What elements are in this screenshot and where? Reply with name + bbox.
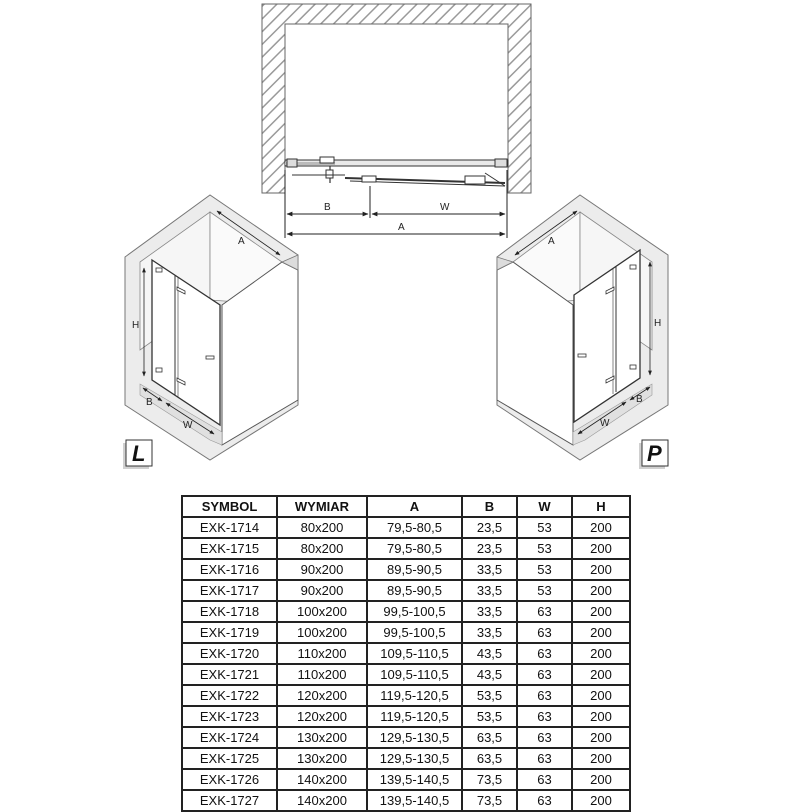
cell-w: 53 [517,538,572,559]
cell-symbol: EXK-1717 [182,580,277,601]
cell-b: 73,5 [462,790,517,811]
variant-p-badge [639,440,668,469]
table-body [182,517,630,811]
cell-h: 200 [572,622,630,643]
cell-b: 33,5 [462,559,517,580]
cell-a: 79,5-80,5 [367,538,462,559]
cell-a: 119,5-120,5 [367,706,462,727]
cell-h: 200 [572,601,630,622]
table-row [182,727,630,748]
table-row [182,622,630,643]
cell-h: 200 [572,580,630,601]
cell-w: 63 [517,769,572,790]
cell-b: 43,5 [462,643,517,664]
top-view [262,4,531,238]
cell-symbol: EXK-1727 [182,790,277,811]
cell-wymiar: 120x200 [277,685,367,706]
cell-h: 200 [572,790,630,811]
cell-wymiar: 120x200 [277,706,367,727]
cell-symbol: EXK-1715 [182,538,277,559]
table-row [182,706,630,727]
left-dim-b: B [146,397,153,408]
cell-h: 200 [572,643,630,664]
cell-symbol: EXK-1714 [182,517,277,538]
cell-wymiar: 100x200 [277,601,367,622]
variant-p-label: P [647,441,662,466]
cell-wymiar: 80x200 [277,517,367,538]
cell-w: 63 [517,685,572,706]
cell-h: 200 [572,727,630,748]
left-dim-a: A [238,236,245,247]
cell-w: 63 [517,727,572,748]
cell-w: 53 [517,559,572,580]
cell-symbol: EXK-1720 [182,643,277,664]
table-row [182,517,630,538]
right-dim-w: W [600,418,610,429]
right-iso-view [497,195,668,469]
cell-wymiar: 130x200 [277,748,367,769]
cell-w: 63 [517,664,572,685]
table-row [182,559,630,580]
cell-wymiar: 110x200 [277,664,367,685]
cell-symbol: EXK-1722 [182,685,277,706]
table-row [182,664,630,685]
cell-h: 200 [572,748,630,769]
table-row [182,538,630,559]
cell-w: 53 [517,580,572,601]
table-row [182,643,630,664]
left-dim-w: W [183,420,193,431]
cell-a: 119,5-120,5 [367,685,462,706]
cell-symbol: EXK-1726 [182,769,277,790]
cell-symbol: EXK-1725 [182,748,277,769]
cell-symbol: EXK-1724 [182,727,277,748]
table-row [182,685,630,706]
cell-b: 63,5 [462,727,517,748]
cell-h: 200 [572,706,630,727]
top-dim-b: B [324,202,331,213]
cell-symbol: EXK-1716 [182,559,277,580]
cell-h: 200 [572,538,630,559]
cell-symbol: EXK-1719 [182,622,277,643]
table-row [182,769,630,790]
cell-wymiar: 140x200 [277,769,367,790]
cell-wymiar: 90x200 [277,559,367,580]
cell-b: 73,5 [462,769,517,790]
top-dim-w: W [440,202,450,213]
cell-a: 79,5-80,5 [367,517,462,538]
variant-l-label: L [132,441,146,466]
right-dim-a: A [548,236,555,247]
header-w: W [517,496,572,517]
cell-a: 129,5-130,5 [367,748,462,769]
cell-a: 99,5-100,5 [367,601,462,622]
cell-w: 63 [517,748,572,769]
cell-symbol: EXK-1718 [182,601,277,622]
right-dim-h: H [654,318,662,329]
cell-b: 33,5 [462,622,517,643]
table-row [182,748,630,769]
door-profile [285,157,508,186]
cell-symbol: EXK-1721 [182,664,277,685]
cell-b: 23,5 [462,538,517,559]
table-row [182,790,630,811]
cell-b: 53,5 [462,706,517,727]
top-dim-a: A [398,222,405,233]
cell-wymiar: 110x200 [277,643,367,664]
cell-w: 63 [517,643,572,664]
header-b: B [462,496,517,517]
door-handle-icon [206,356,214,359]
header-a: A [367,496,462,517]
cell-w: 63 [517,790,572,811]
table-header-row [182,496,630,517]
cell-w: 63 [517,601,572,622]
header-wymiar: WYMIAR [277,496,367,517]
right-dim-b: B [636,394,643,405]
cell-b: 43,5 [462,664,517,685]
table-row [182,601,630,622]
left-dim-h: H [132,320,140,331]
cell-b: 53,5 [462,685,517,706]
cell-a: 89,5-90,5 [367,580,462,601]
cell-wymiar: 130x200 [277,727,367,748]
cell-b: 33,5 [462,601,517,622]
cell-a: 109,5-110,5 [367,664,462,685]
spec-table [181,495,631,812]
cell-h: 200 [572,685,630,706]
cell-w: 63 [517,622,572,643]
cell-h: 200 [572,769,630,790]
cell-b: 33,5 [462,580,517,601]
cell-a: 89,5-90,5 [367,559,462,580]
door-handle-icon [578,354,586,357]
cell-w: 63 [517,706,572,727]
cell-a: 109,5-110,5 [367,643,462,664]
cell-h: 200 [572,517,630,538]
cell-wymiar: 140x200 [277,790,367,811]
cell-h: 200 [572,664,630,685]
cell-symbol: EXK-1723 [182,706,277,727]
cell-wymiar: 100x200 [277,622,367,643]
cell-b: 63,5 [462,748,517,769]
table-row [182,580,630,601]
cell-b: 23,5 [462,517,517,538]
variant-l-badge [123,440,152,469]
left-iso-view [123,195,298,469]
header-h: H [572,496,630,517]
cell-h: 200 [572,559,630,580]
cell-a: 99,5-100,5 [367,622,462,643]
header-symbol: SYMBOL [182,496,277,517]
cell-wymiar: 80x200 [277,538,367,559]
cell-wymiar: 90x200 [277,580,367,601]
cell-a: 139,5-140,5 [367,790,462,811]
cell-w: 53 [517,517,572,538]
cell-a: 139,5-140,5 [367,769,462,790]
cell-a: 129,5-130,5 [367,727,462,748]
